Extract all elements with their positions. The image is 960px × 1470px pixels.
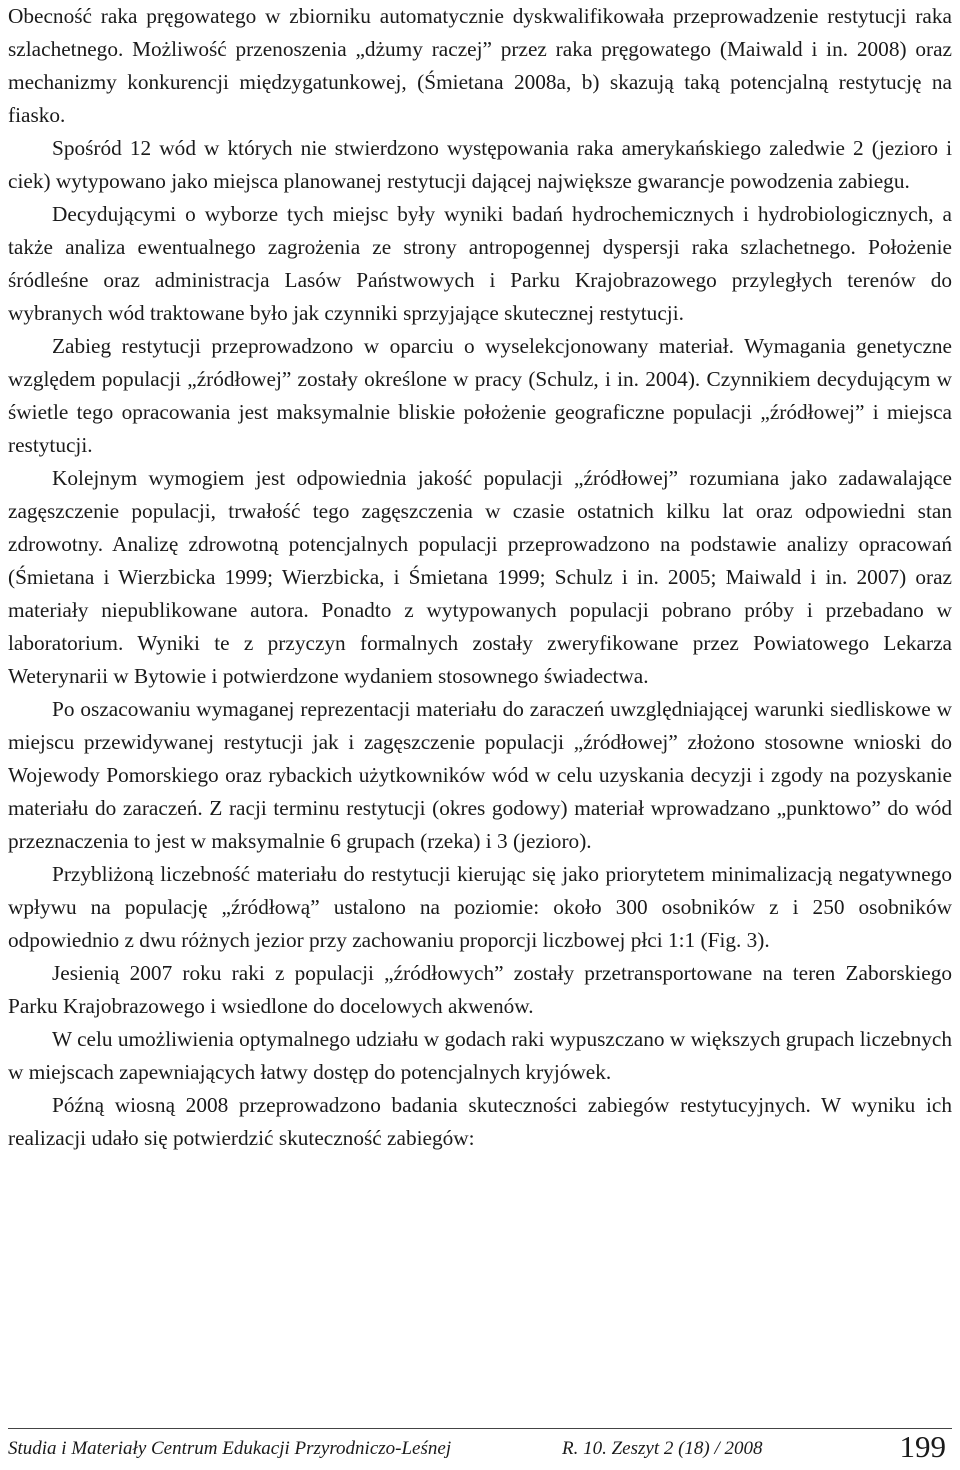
paragraph-7: Przybliżoną liczebność materiału do restytucji kierując się jako priorytetem minimalizacją negatywnego wpływu na populację „źródłową” ustalono na poziomie: około 300 osobników z i 250 osobników odpowiednio z dwu różnych jezior przy zachowaniu proporcji liczbowej płci 1:1 (Fig. 3). (8, 862, 952, 952)
page-footer (8, 1428, 952, 1463)
paragraph-6: Po oszacowaniu wymaganej reprezentacji materiału do zaraczeń uwzględniającej warunki siedliskowe w miejscu przewidywanej restytucji jak i zagęszczenie populacji „źródłowej” złożono stosowne wnioski do Wojewody Pomorskiego oraz rybackich użytkowników wód w celu uzyskania decyzji i zgody na pozyskanie materiału do zaraczeń. Z racji terminu restytucji (okres godowy) materiał wprowadzano „punktowo” do wód przeznaczenia to jest w maksymalnie 6 grupach (rzeka) i 3 (jezioro). (8, 697, 952, 853)
page-number: 199 (899, 1429, 946, 1464)
paragraph-8: Jesienią 2007 roku raki z populacji „źródłowych” zostały przetransportowane na teren Zaborskiego Parku Krajobrazowego i wsiedlone do docelowych akwenów. (8, 961, 952, 1018)
paragraph-2: Spośród 12 wód w których nie stwierdzono występowania raka amerykańskiego zaledwie 2 (jezioro i ciek) wytypowano jako miejsca planowanej restytucji dającej największe gwarancje powodzenia zabiegu. (8, 136, 952, 193)
paragraph-4: Zabieg restytucji przeprowadzono w oparciu o wyselekcjonowany materiał. Wymagania genetyczne względem populacji „źródłowej” zostały określone w pracy (Schulz, i in. 2004). Czynnikiem decydującym w świetle tego opracowania jest maksymalnie bliskie położenie geograficzne populacji „źródłowej” i miejsca restytucji. (8, 334, 952, 457)
paragraph-3: Decydującymi o wyborze tych miejsc były wyniki badań hydrochemicznych i hydrobiologicznych, a także analiza ewentualnego zagrożenia ze strony antropogennej dyspersji raka szlachetnego. Położenie śródleśne oraz administracja Lasów Państwowych i Parku Krajobrazowego przyległych terenów do wybranych wód traktowane było jak czynniki sprzyjające skutecznej restytucji. (8, 202, 952, 325)
paragraph-9: W celu umożliwienia optymalnego udziału w godach raki wypuszczano w większych grupach liczebnych w miejscach zapewniających łatwy dostęp do potencjalnych kryjówek. (8, 1027, 952, 1084)
paragraph-5: Kolejnym wymogiem jest odpowiednia jakość populacji „źródłowej” rozumiana jako zadawalające zagęszczenie populacji, trwałość tego zagęszczenia w czasie ostatnich kilku lat oraz odpowiedni stan zdrowotny. Analizę zdrowotną potencjalnych populacji przeprowadzono na podstawie analizy opracowań (Śmietana i Wierzbicka 1999; Wierzbicka, i Śmietana 1999; Schulz i in. 2005; Maiwald i in. 2007) oraz materiały niepublikowane autora. Ponadto z wytypowanych populacji pobrano próby i przebadano w laboratorium. Wyniki te z przyczyn formalnych zostały zweryfikowane przez Powiatowego Lekarza Weterynarii w Bytowie i potwierdzone wydaniem stosownego świadectwa. (8, 466, 952, 688)
paragraph-1: Obecność raka pręgowatego w zbiorniku automatycznie dyskwalifikowała przeprowadzenie restytucji raka szlachetnego. Możliwość przenoszenia „dżumy raczej” przez raka pręgowatego (Maiwald i in. 2008) oraz mechanizmy konkurencji międzygatunkowej, (Śmietana 2008a, b) skazują taką potencjalną restytucję na fiasko. (8, 4, 952, 127)
issue-info: R. 10. Zeszyt 2 (18) / 2008 (562, 1438, 763, 1459)
journal-title: Studia i Materiały Centrum Edukacji Przyrodniczo-Leśnej (8, 1438, 452, 1459)
page-body (8, 0, 952, 1155)
body-text (8, 0, 952, 1155)
paragraph-10: Późną wiosną 2008 przeprowadzono badania skuteczności zabiegów restytucyjnych. W wyniku ich realizacji udało się potwierdzić skuteczność zabiegów: (8, 1093, 952, 1150)
